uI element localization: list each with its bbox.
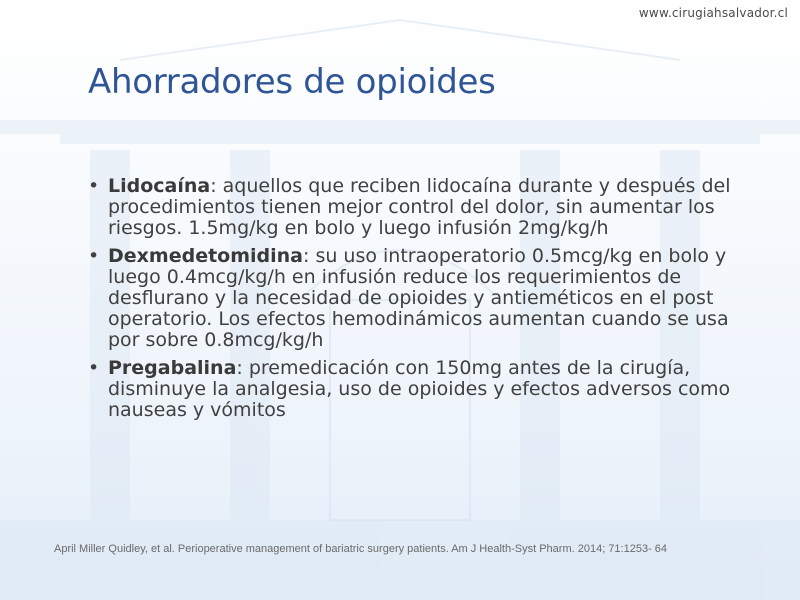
bullet-dot-icon: •	[88, 357, 100, 380]
website-url: www.cirugiahsalvador.cl	[638, 6, 788, 20]
slide-title: Ahorradores de opioides	[88, 62, 496, 102]
bullet-lidocaina	[84, 176, 748, 238]
bullet-dexmedetomidina	[84, 246, 748, 350]
bullet-dot-icon: •	[88, 175, 100, 197]
bullet-pregabalina	[84, 358, 748, 420]
bullet-dot-icon: •	[88, 245, 100, 268]
bullet-term: Dexmedetomidina	[108, 245, 303, 268]
bullet-term: Pregabalina	[108, 357, 237, 380]
citation: April Miller Quidley, et al. Perioperative management of bariatric surgery patients. Am J Health-Syst Pharm. 2014; 71:1253- 64	[54, 543, 668, 555]
bullet-list	[84, 176, 748, 429]
bullet-text: : premedicación con 150mg antes de la cirugía, disminuye la analgesia, uso de opioides y efectos adversos como nauseas y vómitos	[108, 357, 731, 421]
bullet-text: : aquellos que reciben lidocaína durante y después del procedimientos tienen mejor control del dolor, sin aumentar los riesgos. 1.5mg/kg en bolo y luego infusión 2mg/kg/h	[108, 175, 731, 239]
bullet-term: Lidocaína	[108, 175, 211, 197]
bullet-text: : su uso intraoperatorio 0.5mcg/kg en bolo y luego 0.4mcg/kg/h en infusión reduce los requerimientos de desflurano y la necesidad de opioides y antieméticos en el post operatorio. Los efectos hemodinámicos aumentan cuando se usa por sobre 0.8mcg/kg/h	[108, 245, 729, 351]
